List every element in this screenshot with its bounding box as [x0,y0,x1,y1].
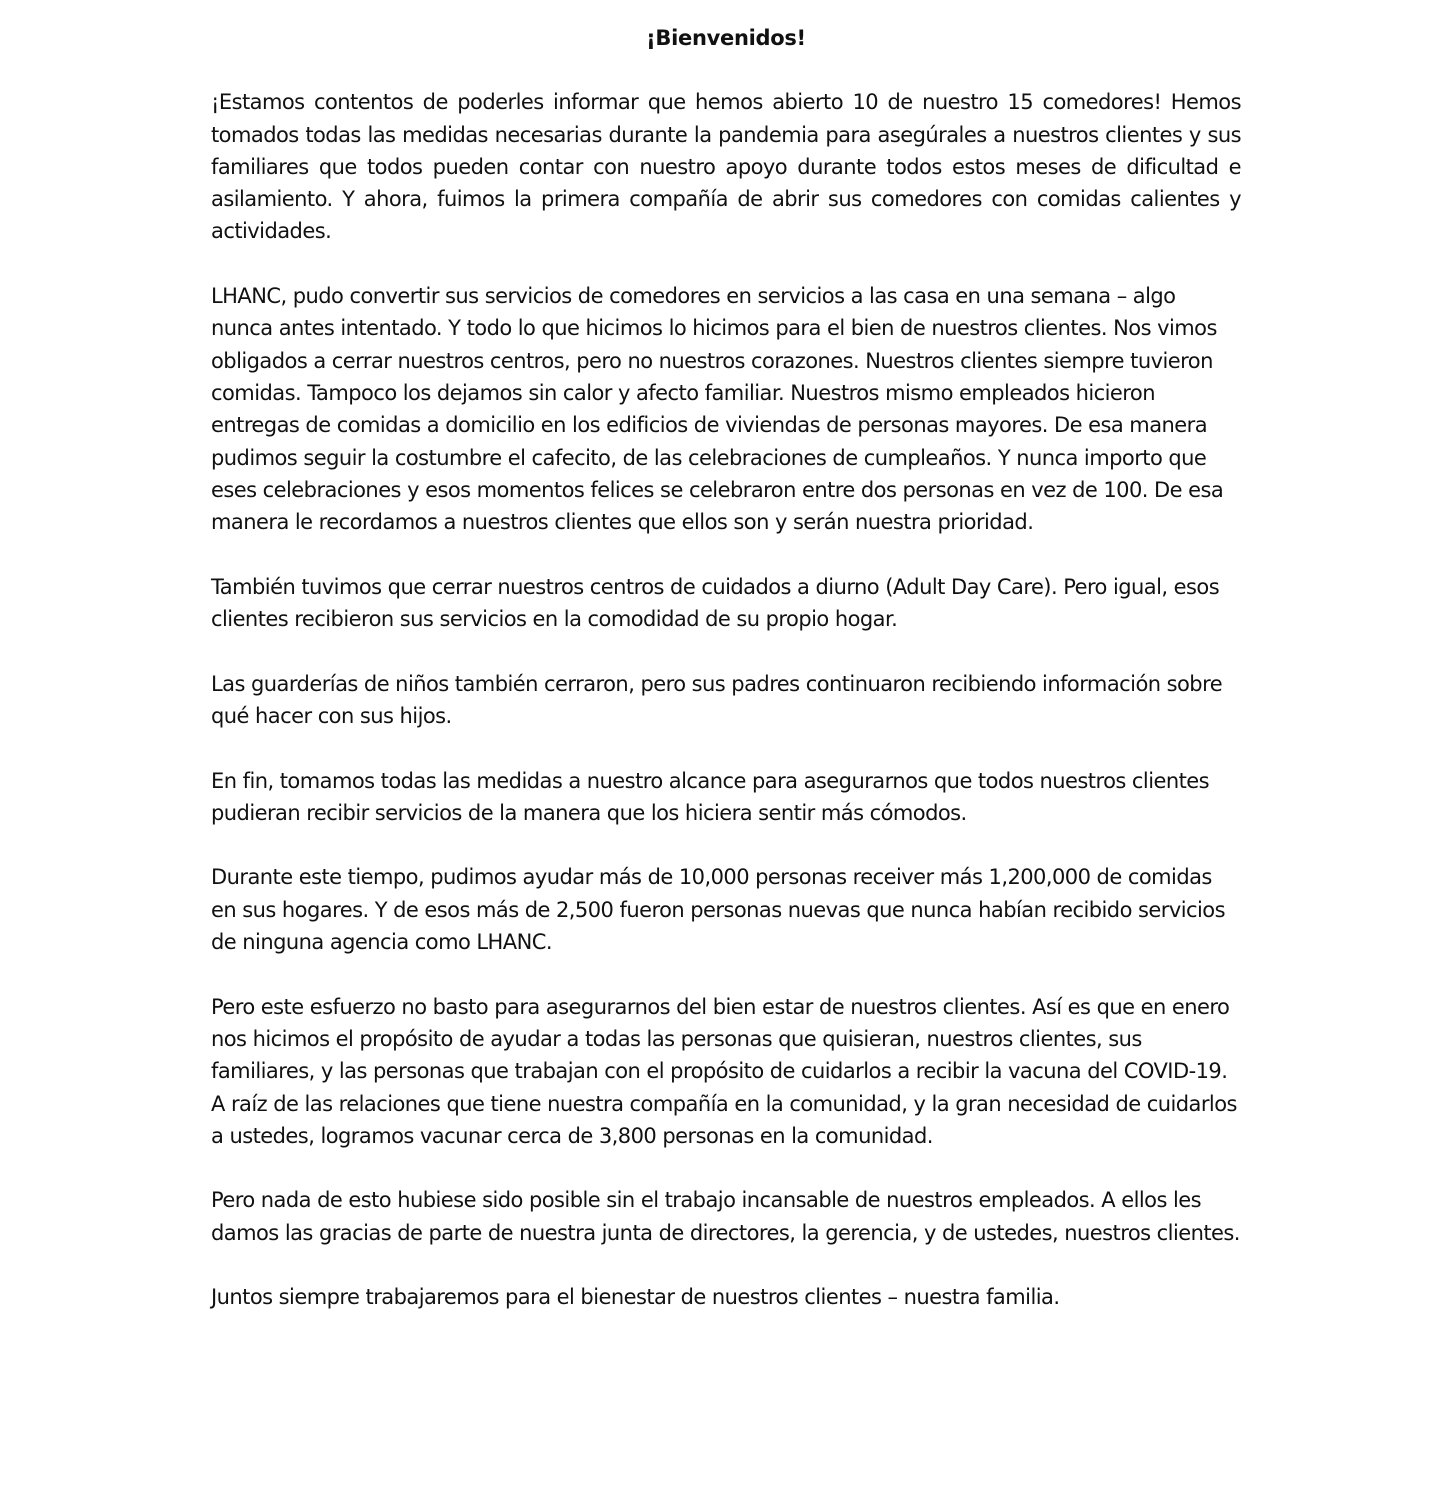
paragraph-closing: Juntos siempre trabajaremos para el bienestar de nuestros clientes – nuestra familia. [211,1285,1060,1310]
document-page [211,22,1241,1314]
document-title: ¡Bienvenidos! [646,26,806,50]
paragraph-reopening: ¡Estamos contentos de poderles informar que hemos abierto 10 de nuestro 15 comedores! Hemos tomados todas las medidas necesarias durante la pandemia para asegúrales a nuestros clientes y sus familiares que todos pueden contar con nuestro apoyo durante todos estos meses de dificultad e asilamiento. Y ahora, fuimos la primera compañía de abrir sus comedores con comidas calientes y actividades. [211,90,1241,244]
paragraph-thanks: Pero nada de esto hubiese sido posible sin el trabajo incansable de nuestros empleados. A ellos les damos las gracias de parte de nuestra junta de directores, la gerencia, y de ustedes, nuestros clientes. [211,1188,1240,1245]
paragraph-statistics: Durante este tiempo, pudimos ayudar más de 10,000 personas receiver más 1,200,000 de comidas en sus hogares. Y de esos más de 2,500 fueron personas nuevas que nunca habían recibido servicios de ninguna agencia como LHANC. [211,865,1225,955]
paragraph-home-services: LHANC, pudo convertir sus servicios de comedores en servicios a las casa en una semana – algo nunca antes intentado. Y todo lo que hicimos lo hicimos para el bien de nuestros clientes. Nos vimos obligados a cerrar nuestros centros, pero no nuestros corazones. Nuestros clientes siempre tuvieron comidas. Tampoco los dejamos sin calor y afecto familiar. Nuestros mismo empleados hicieron entregas de comidas a domicilio en los edificios de viviendas de personas mayores. De esa manera pudimos seguir la costumbre el cafecito, de las celebraciones de cumpleaños. Y nunca importo que eses celebraciones y esos momentos felices se celebraron entre dos personas en vez de 100. De esa manera le recordamos a nuestros clientes que ellos son y serán nuestra prioridad. [211,284,1224,535]
paragraph-vaccination: Pero este esfuerzo no basto para asegurarnos del bien estar de nuestros clientes. Así es que en enero nos hicimos el propósito de ayudar a todas las personas que quisieran, nuestros clientes, sus familiares, y las personas que trabajan con el propósito de cuidarlos a recibir la vacuna del COVID-19. A raíz de las relaciones que tiene nuestra compañía en la comunidad, y la gran necesidad de cuidarlos a ustedes, logramos vacunar cerca de 3,800 personas en la comunidad. [211,994,1237,1148]
paragraph-measures: En fin, tomamos todas las medidas a nuestro alcance para asegurarnos que todos nuestros clientes pudieran recibir servicios de la manera que los hiciera sentir más cómodos. [211,768,1210,825]
paragraph-adult-day-care: También tuvimos que cerrar nuestros centros de cuidados a diurno (Adult Day Care). Pero igual, esos clientes recibieron sus servicios en la comodidad de su propio hogar. [211,574,1220,632]
paragraph-childcare: Las guarderías de niños también cerraron, pero sus padres continuaron recibiendo información sobre qué hacer con sus hijos. [211,671,1223,728]
